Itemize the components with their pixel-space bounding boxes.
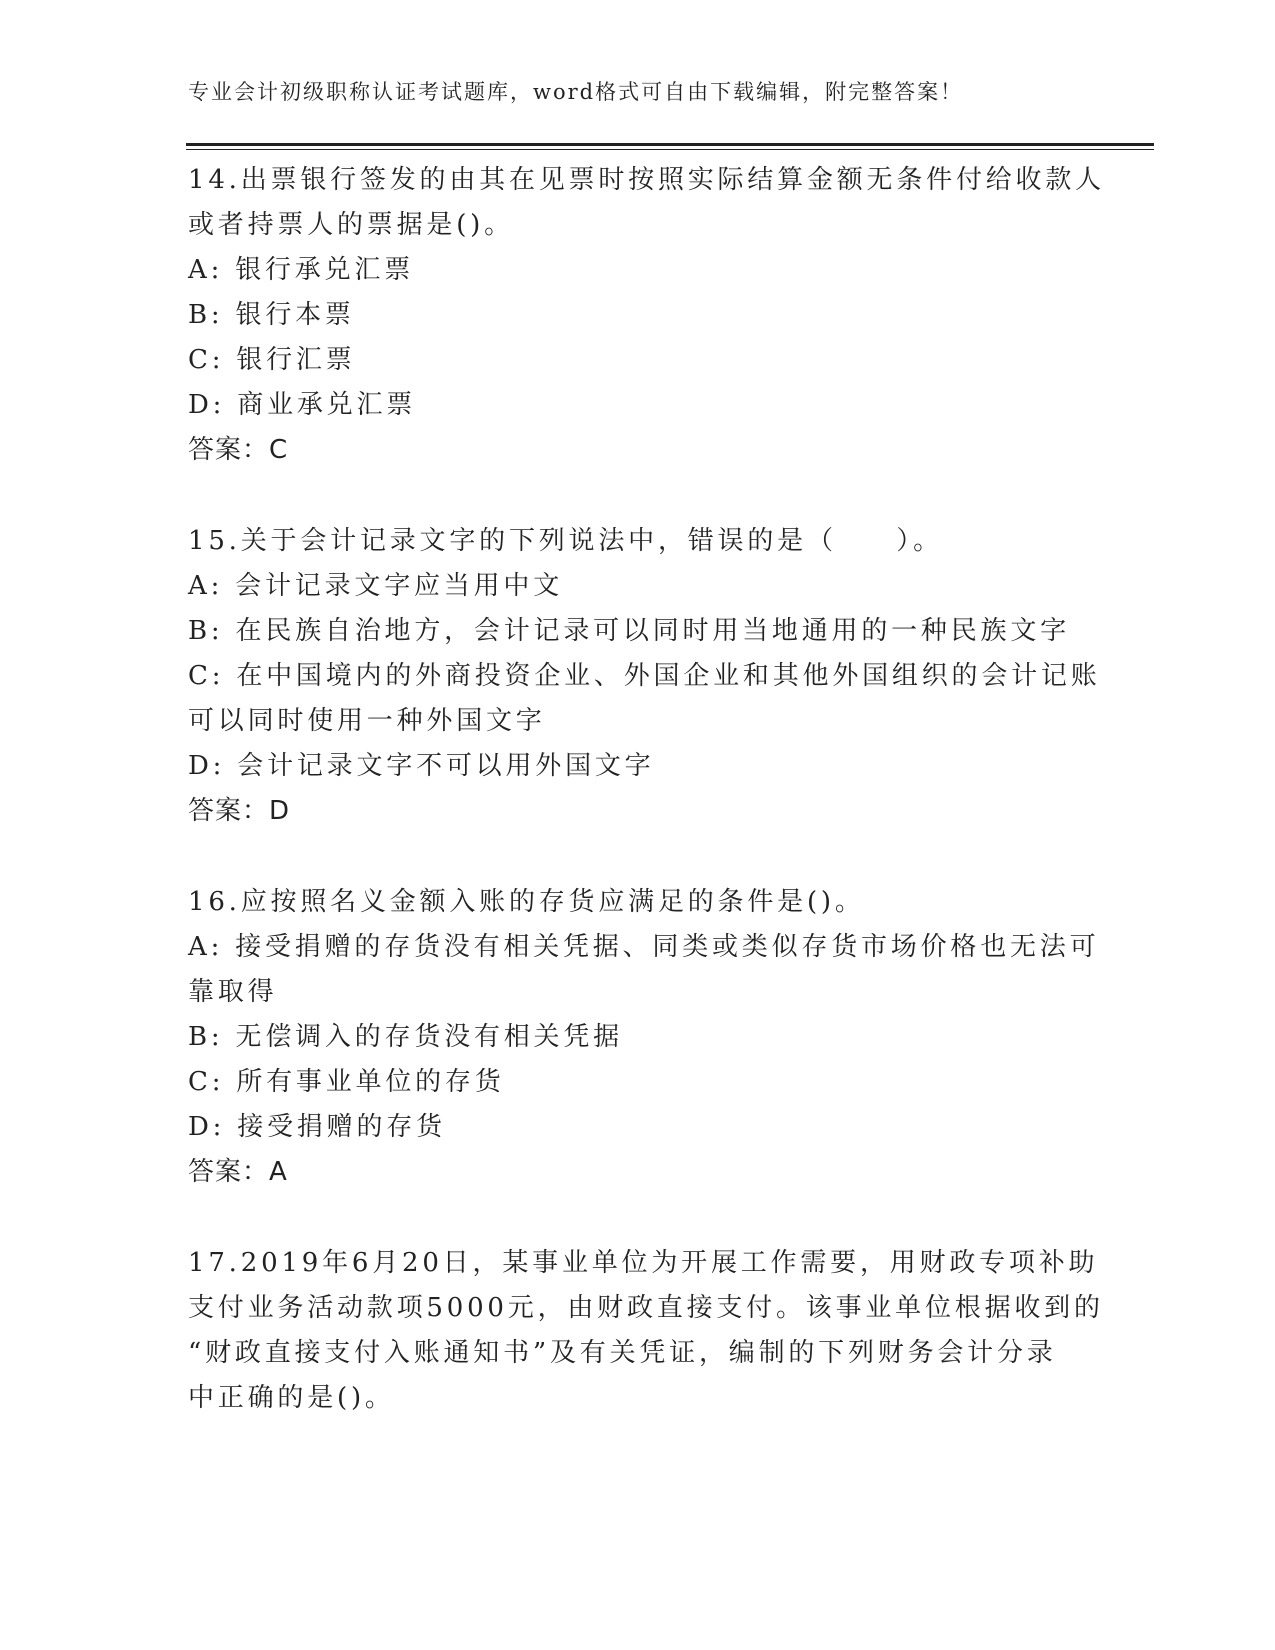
option-c-continuation: 可以同时使用一种外国文字 (188, 706, 546, 736)
option-b: B: 银行本票 (188, 300, 355, 330)
option-d: D: 接受捐赠的存货 (188, 1112, 446, 1142)
question-stem-line: 中正确的是()。 (188, 1383, 395, 1413)
option-c: C: 银行汇票 (188, 345, 356, 375)
question-17 (188, 1241, 1104, 1421)
option-a: A: 会计记录文字应当用中文 (188, 571, 564, 601)
question-stem-line: 或者持票人的票据是()。 (188, 210, 514, 240)
header-divider-thin (186, 149, 1154, 150)
question-spacer (188, 1195, 1088, 1241)
header-title: 专业会计初级职称认证考试题库，word格式可自由下载编辑，附完整答案！ (188, 80, 964, 104)
option-d: D: 会计记录文字不可以用外国文字 (188, 751, 655, 781)
answer-line: 答案：A (188, 1157, 288, 1187)
question-16 (188, 880, 1100, 1195)
option-a: A: 银行承兑汇票 (188, 255, 415, 285)
question-stem-line: 14.出票银行签发的由其在见票时按照实际结算金额无条件付给收款人 (188, 165, 1105, 195)
question-14 (188, 158, 1105, 473)
question-15 (188, 519, 1101, 834)
question-stem-line: 15.关于会计记录文字的下列说法中，错误的是（ ）。 (188, 526, 943, 556)
answer-line: 答案：D (188, 796, 291, 826)
header-divider-thick (186, 143, 1154, 146)
question-spacer (188, 834, 1088, 880)
question-stem-line: 支付业务活动款项5000元，由财政直接支付。该事业单位根据收到的 (188, 1293, 1104, 1323)
answer-line: 答案：C (188, 435, 289, 465)
question-spacer (188, 473, 1088, 519)
option-c: C: 在中国境内的外商投资企业、外国企业和其他外国组织的会计记账 (188, 661, 1101, 691)
option-d: D: 商业承兑汇票 (188, 390, 417, 420)
question-list (188, 158, 1105, 1421)
question-stem-line: 17.2019年6月20日，某事业单位为开展工作需要，用财政专项补助 (188, 1248, 1099, 1278)
question-stem-line: 16.应按照名义金额入账的存货应满足的条件是()。 (188, 887, 865, 917)
option-b: B: 在民族自治地方，会计记录可以同时用当地通用的一种民族文字 (188, 616, 1070, 646)
option-b: B: 无偿调入的存货没有相关凭据 (188, 1022, 623, 1052)
option-c: C: 所有事业单位的存货 (188, 1067, 505, 1097)
question-stem-line: “财政直接支付入账通知书”及有关凭证，编制的下列财务会计分录 (188, 1338, 1057, 1368)
option-a-continuation: 靠取得 (188, 977, 278, 1007)
option-a: A: 接受捐赠的存货没有相关凭据、同类或类似存货市场价格也无法可 (188, 932, 1100, 962)
